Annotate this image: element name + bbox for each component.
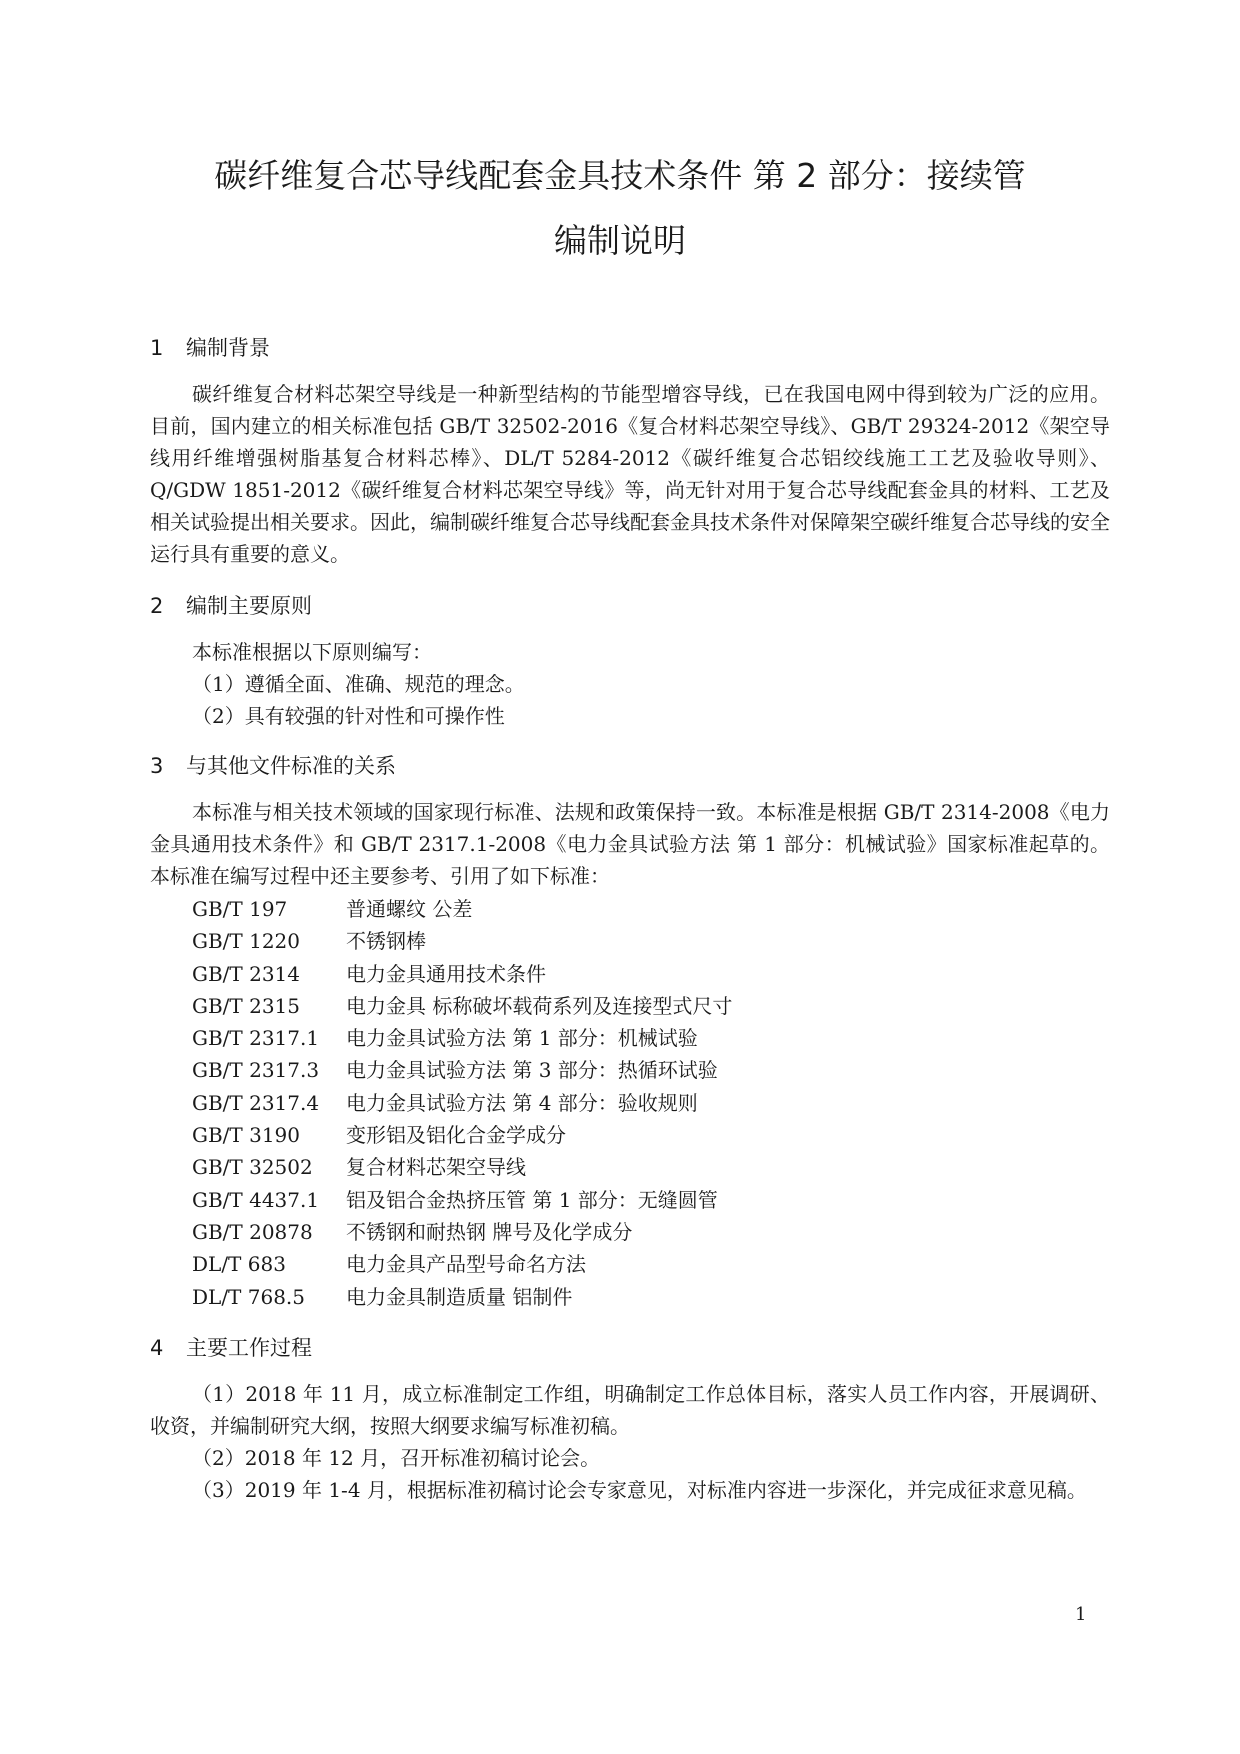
standard-code: GB/T 2317.4	[192, 1090, 320, 1115]
section-4-item-2: （2）2018 年 12 月，召开标准初稿讨论会。	[192, 1446, 601, 1470]
standard-code: GB/T 1220	[192, 929, 301, 954]
standard-row	[192, 1022, 732, 1054]
section-2-item-2: （2）具有较强的针对性和可操作性	[192, 704, 505, 728]
standard-code: GB/T 20878	[192, 1219, 313, 1244]
standard-row	[192, 925, 732, 957]
section-3-title: 与其他文件标准的关系	[186, 754, 396, 778]
standard-code: GB/T 2314	[192, 961, 301, 986]
standard-row	[192, 958, 732, 990]
referenced-standards-list	[192, 893, 732, 1313]
section-1-paragraph: 碳纤维复合材料芯架空导线是一种新型结构的节能型增容导线，已在我国电网中得到较为广泛的应用。目前，国内建立的相关标准包括 GB/T 32502-2016《复合材料芯架空导线》、GB/T 29324-2012《架空导线用纤维增强树脂基复合材料芯棒》、DL/T 5284-2012《碳纤维复合芯铝绞线施工工艺及验收导则》、Q/GDW 1851-2012《碳纤维复合材料芯架空导线》等，尚无针对用于复合芯导线配套金具的材料、工艺及相关试验提出相关要求。因此，编制碳纤维复合芯导线配套金具技术条件对保障架空碳纤维复合芯导线的安全运行具有重要的意义。	[150, 382, 1110, 566]
standard-name: 复合材料芯架空导线	[346, 1155, 526, 1180]
standard-row	[192, 990, 732, 1022]
standard-code: GB/T 197	[192, 897, 288, 921]
standard-code: GB/T 2317.1	[192, 1026, 320, 1051]
standard-name: 变形铝及铝化合金学成分	[346, 1123, 566, 1148]
section-2-heading	[150, 590, 312, 620]
section-4-item-3: （3）2019 年 1-4 月，根据标准初稿讨论会专家意见，对标准内容进一步深化，并完成征求意见稿。	[192, 1478, 1087, 1502]
standard-name: 铝及铝合金热挤压管 第 1 部分：无缝圆管	[346, 1187, 718, 1212]
standard-name: 电力金具试验方法 第 4 部分：验收规则	[346, 1090, 698, 1115]
standard-row	[192, 1281, 732, 1313]
standard-name: 不锈钢棒	[346, 929, 426, 954]
standard-name: 电力金具试验方法 第 1 部分：机械试验	[346, 1026, 698, 1051]
standard-code: GB/T 32502	[192, 1155, 313, 1180]
standard-row	[192, 1151, 732, 1183]
section-2-title: 编制主要原则	[186, 594, 312, 618]
standard-code: GB/T 3190	[192, 1123, 301, 1148]
standard-code: GB/T 2315	[192, 993, 301, 1018]
standard-name: 普通螺纹 公差	[346, 897, 473, 921]
standard-name: 电力金具制造质量 铝制件	[346, 1284, 573, 1309]
standard-name: 电力金具试验方法 第 3 部分：热循环试验	[346, 1058, 718, 1083]
section-2-number: 2	[150, 594, 164, 618]
standard-code: GB/T 2317.3	[192, 1058, 320, 1083]
standard-code: DL/T 683	[192, 1252, 286, 1277]
standard-name: 电力金具 标称破坏载荷系列及连接型式尺寸	[346, 993, 733, 1018]
standard-name: 不锈钢和耐热钢 牌号及化学成分	[346, 1219, 633, 1244]
section-1-number: 1	[150, 336, 164, 360]
standard-name: 电力金具产品型号命名方法	[346, 1252, 586, 1277]
standard-row	[192, 893, 732, 925]
section-4-title: 主要工作过程	[186, 1336, 312, 1360]
standard-row	[192, 1216, 732, 1248]
standard-code: GB/T 4437.1	[192, 1187, 320, 1212]
page-number: 1	[1075, 1604, 1087, 1625]
standard-name: 电力金具通用技术条件	[346, 961, 546, 986]
document-title: 碳纤维复合芯导线配套金具技术条件 第 2 部分：接续管	[214, 156, 1026, 195]
section-3-heading	[150, 750, 396, 780]
section-1-title: 编制背景	[186, 336, 270, 360]
section-3-paragraph: 本标准与相关技术领域的国家现行标准、法规和政策保持一致。本标准是根据 GB/T 2314-2008《电力金具通用技术条件》和 GB/T 2317.1-2008《电力金具试验方法 第 1 部分：机械试验》国家标准起草的。本标准在编写过程中还主要参考、引用了如下标准：	[150, 800, 1110, 888]
standard-row	[192, 1087, 732, 1119]
standard-row	[192, 1248, 732, 1280]
section-1-heading	[150, 332, 270, 362]
section-4-item-1: （1）2018 年 11 月，成立标准制定工作组，明确制定工作总体目标，落实人员工作内容，开展调研、收资，并编制研究大纲，按照大纲要求编写标准初稿。	[150, 1382, 1110, 1438]
section-3-number: 3	[150, 754, 164, 778]
section-2-intro: 本标准根据以下原则编写：	[192, 640, 432, 664]
section-4-number: 4	[150, 1336, 164, 1360]
standard-row	[192, 1184, 732, 1216]
section-2-item-1: （1）遵循全面、准确、规范的理念。	[192, 672, 525, 696]
standard-row	[192, 1119, 732, 1151]
document-subtitle: 编制说明	[554, 221, 686, 260]
standard-row	[192, 1054, 732, 1086]
section-4-heading	[150, 1332, 312, 1362]
standard-code: DL/T 768.5	[192, 1284, 306, 1309]
